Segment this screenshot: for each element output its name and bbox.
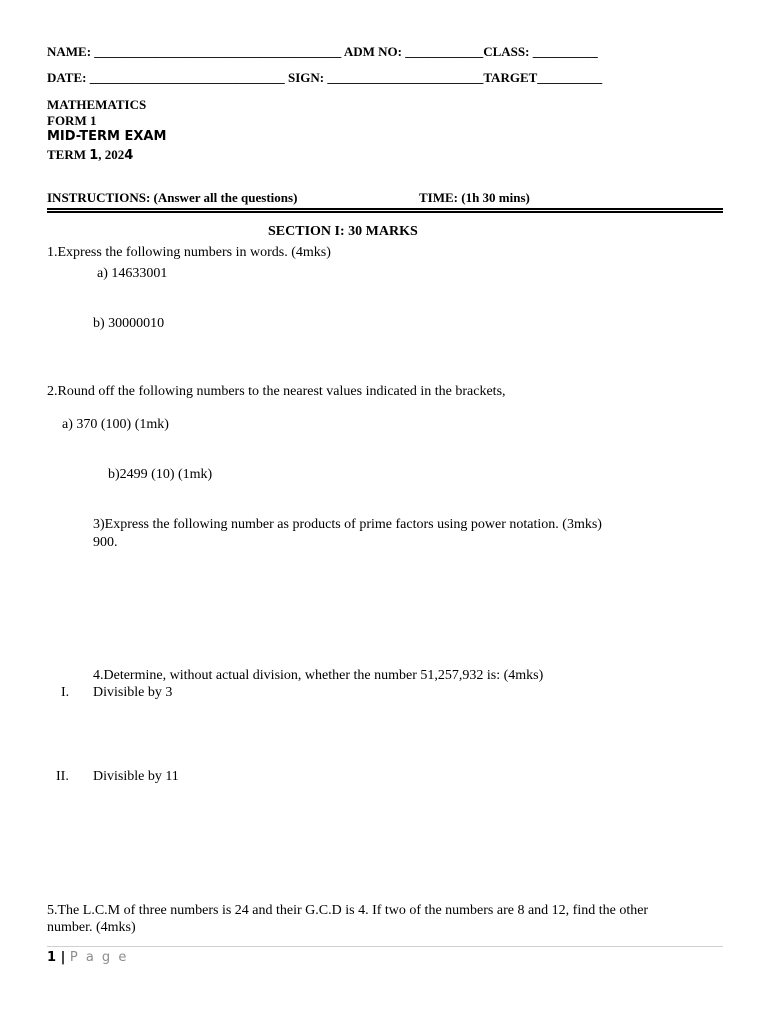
question-2: 2.Round off the following numbers to the nearest values indicated in the brackets, <box>47 384 506 399</box>
question-2a: a) 370 (100) (1mk) <box>62 417 169 432</box>
section-title: SECTION I: 30 MARKS <box>268 224 418 239</box>
term-year-last-digit: 4 <box>124 148 134 163</box>
page-word: P a g e <box>69 950 129 965</box>
form-label: FORM 1 <box>47 113 97 128</box>
question-4-ii: Divisible by 11 <box>93 769 179 784</box>
footer-divider <box>47 946 723 947</box>
page-separator: | <box>56 950 70 965</box>
question-3: 3)Express the following number as products of prime factors using power notation. (3mks) <box>93 517 602 532</box>
question-3-number: 900. <box>93 535 118 550</box>
page-footer <box>47 950 128 965</box>
subject-label: MATHEMATICS <box>47 97 147 112</box>
question-4: 4.Determine, without actual division, whether the number 51,257,932 is: (4mks) <box>93 668 544 683</box>
time-text: TIME: (1h 30 mins) <box>419 190 530 205</box>
name-adm-class-line: NAME: ______________________________________ ADM NO: ____________CLASS: __________ <box>47 44 598 59</box>
question-1a: a) 14633001 <box>97 266 168 281</box>
question-2b: b)2499 (10) (1mk) <box>108 467 213 482</box>
date-sign-target-line: DATE: ______________________________ SIGN: ________________________TARGET__________ <box>47 70 603 85</box>
exam-title: MID-TERM EXAM <box>47 129 167 144</box>
question-5-line-1: 5.The L.C.M of three numbers is 24 and their G.C.D is 4. If two of the numbers are 8 and 12, find the other <box>47 903 649 918</box>
page-number: 1 <box>47 950 57 965</box>
instructions-text: INSTRUCTIONS: (Answer all the questions) <box>47 190 298 205</box>
question-4-i-numeral: I. <box>61 685 70 700</box>
term-label <box>47 147 133 163</box>
term-prefix: TERM <box>47 147 90 162</box>
term-year: , 202 <box>98 147 125 162</box>
question-1b: b) 30000010 <box>93 316 165 331</box>
question-1: 1.Express the following numbers in words. (4mks) <box>47 245 331 260</box>
question-4-i: Divisible by 3 <box>93 685 173 700</box>
double-rule-divider <box>47 208 723 213</box>
term-number: 1 <box>89 148 99 163</box>
question-5-line-2: number. (4mks) <box>47 920 136 935</box>
question-4-ii-numeral: II. <box>56 769 69 784</box>
